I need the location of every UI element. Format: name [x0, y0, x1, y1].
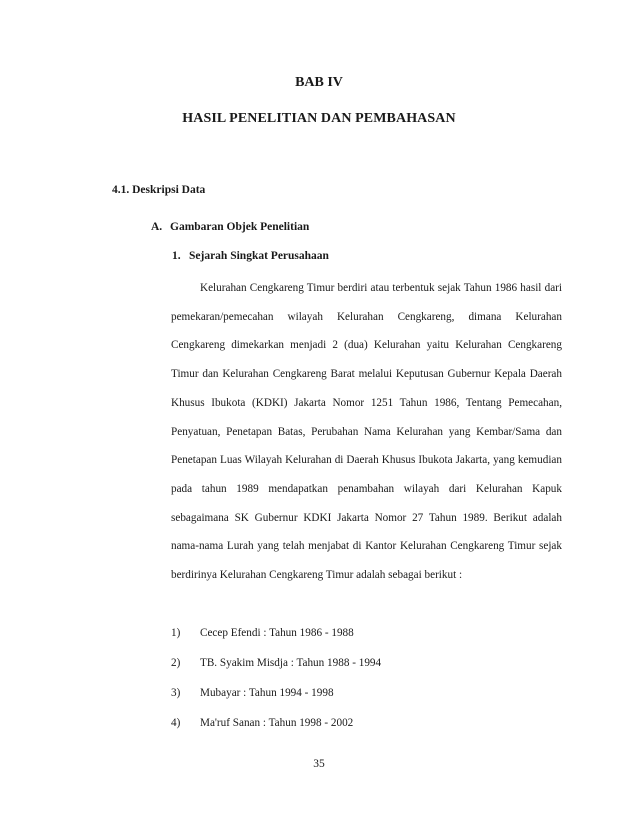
list-item-text: TB. Syakim Misdja : Tahun 1988 - 1994	[200, 657, 382, 669]
list-item	[171, 708, 381, 738]
list-item	[171, 618, 381, 648]
subsection-marker: A.	[151, 221, 163, 233]
list-item	[171, 678, 381, 708]
list-item	[171, 648, 381, 678]
list-item-number: 3)	[171, 687, 181, 699]
chapter-number: BAB IV	[295, 75, 343, 90]
subsubsection-marker: 1.	[172, 250, 181, 262]
list-item-text: Ma'ruf Sanan : Tahun 1998 - 2002	[200, 717, 354, 729]
lurah-list	[171, 618, 381, 738]
subsubsection-label: Sejarah Singkat Perusahaan	[189, 250, 329, 262]
subsection-heading	[151, 221, 309, 233]
section-heading: 4.1. Deskripsi Data	[112, 184, 206, 196]
subsection-label: Gambaran Objek Penelitian	[170, 221, 310, 233]
page-number: 35	[313, 758, 325, 770]
list-item-text: Mubayar : Tahun 1994 - 1998	[200, 687, 334, 699]
list-item-number: 1)	[171, 627, 181, 639]
list-item-number: 2)	[171, 657, 181, 669]
list-item-number: 4)	[171, 717, 181, 729]
subsubsection-heading	[172, 250, 329, 262]
body-paragraph: Kelurahan Cengkareng Timur berdiri atau terbentuk sejak Tahun 1986 hasil dari pemekaran/pemecahan wilayah Kelurahan Cengkareng, dimana Kelurahan Cengkareng dimekarkan menjadi 2 (dua) Kelurahan yaitu Kelurahan Cengkareng Timur dan Kelurahan Cengkareng Barat melalui Keputusan Gubernur Kepala Daerah Khusus Ibukota (KDKI) Jakarta Nomor 1251 Tahun 1986, Tentang Pemecahan, Penyatuan, Penetapan Batas, Perubahan Nama Kelurahan yang Kembar/Sama dan Penetapan Luas Wilayah Kelurahan di Daerah Khusus Ibukota Jakarta, yang kemudian pada tahun 1989 mendapatkan penambahan wilayah dari Kelurahan Kapuk sebagaimana SK Gubernur KDKI Jakarta Nomor 27 Tahun 1989. Berikut adalah nama-nama Lurah yang telah menjabat di Kantor Kelurahan Cengkareng Timur sejak berdirinya Kelurahan Cengkareng Timur adalah sebagai berikut :	[171, 282, 562, 582]
chapter-title: HASIL PENELITIAN DAN PEMBAHASAN	[182, 111, 456, 126]
list-item-text: Cecep Efendi : Tahun 1986 - 1988	[200, 627, 354, 639]
